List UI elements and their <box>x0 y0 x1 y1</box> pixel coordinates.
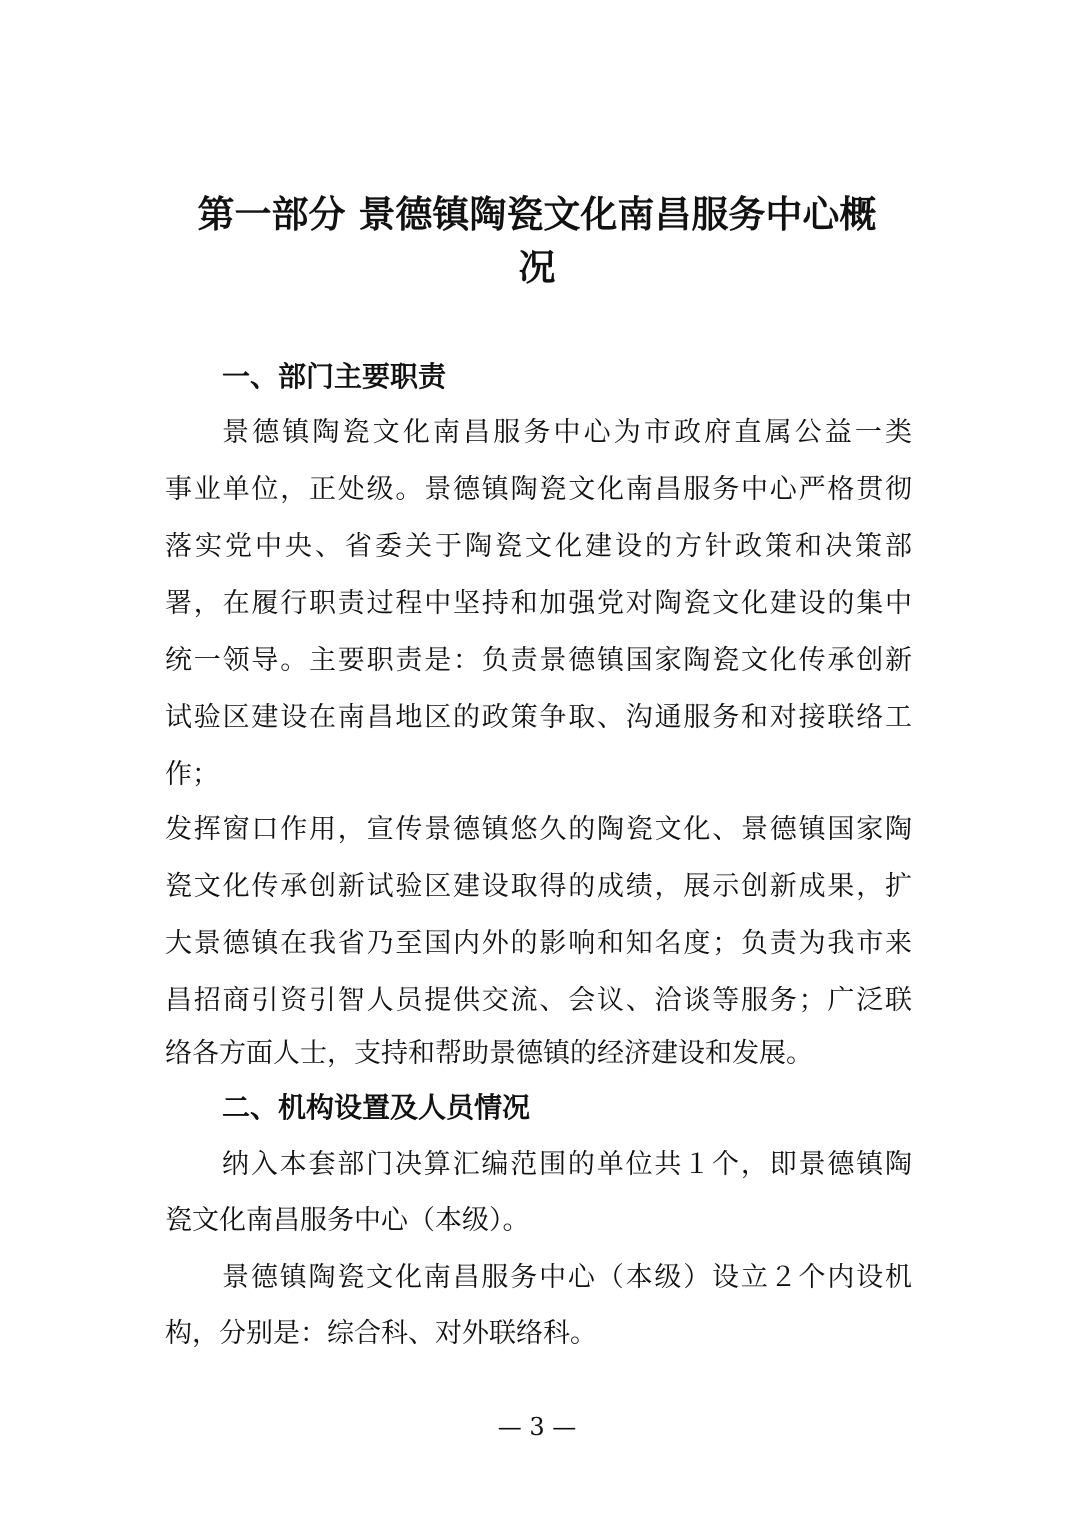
title-line: 第一部分 景德镇陶瓷文化南昌服务中心概 <box>197 193 877 236</box>
text-line: 作； <box>165 759 219 790</box>
text-line: 试验区建设在南昌地区的政策争取、沟通服务和对接联络工 <box>165 702 912 733</box>
text-line: 景德镇陶瓷文化南昌服务中心为市政府直属公益一类 <box>222 417 912 448</box>
text-line: 落实党中央、省委关于陶瓷文化建设的方针政策和决策部 <box>165 531 912 562</box>
title-line: 况 <box>518 246 556 289</box>
text-line: 瓷文化传承创新试验区建设取得的成绩，展示创新成果，扩 <box>165 871 912 902</box>
text-line: 景德镇陶瓷文化南昌服务中心（本级）设立２个内设机 <box>222 1262 912 1293</box>
text-line: 大景德镇在我省乃至国内外的影响和知名度；负责为我市来 <box>165 928 912 959</box>
text-line: 发挥窗口作用，宣传景德镇悠久的陶瓷文化、景德镇国家陶 <box>165 814 912 845</box>
page-number: — 3 — <box>497 1413 577 1441</box>
text-line: 瓷文化南昌服务中心（本级）。 <box>165 1205 530 1236</box>
text-line: 纳入本套部门决算汇编范围的单位共１个，即景德镇陶 <box>222 1149 912 1180</box>
text-line: 络各方面人士，支持和帮助景德镇的经济建设和发展。 <box>165 1038 813 1069</box>
text-line: 统一领导。主要职责是：负责景德镇国家陶瓷文化传承创新 <box>165 645 912 676</box>
section-heading-2: 二、机构设置及人员情况 <box>222 1091 531 1124</box>
text-line: 署，在履行职责过程中坚持和加强党对陶瓷文化建设的集中 <box>165 588 912 619</box>
text-line: 事业单位，正处级。景德镇陶瓷文化南昌服务中心严格贯彻 <box>165 474 912 505</box>
text-line: 昌招商引资引智人员提供交流、会议、洽谈等服务；广泛联 <box>165 985 912 1016</box>
text-line: 构，分别是：综合科、对外联络科。 <box>165 1318 597 1349</box>
section-heading-1: 一、部门主要职责 <box>222 360 447 393</box>
